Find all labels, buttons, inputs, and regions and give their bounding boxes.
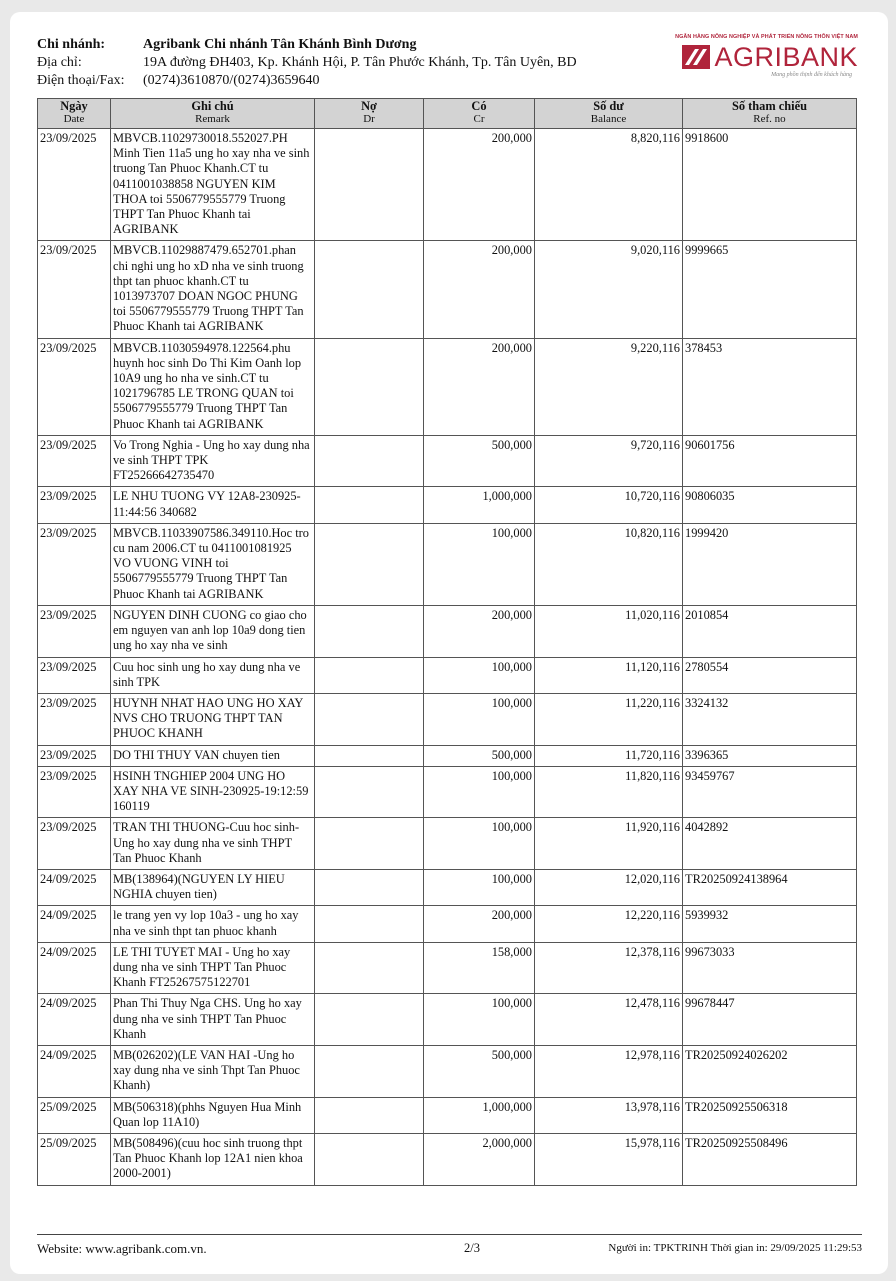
cell-ref: TR20250924138964 bbox=[683, 869, 857, 905]
cell-ref: 90601756 bbox=[683, 435, 857, 487]
cell-ref: 9999665 bbox=[683, 241, 857, 338]
table-row bbox=[38, 523, 857, 605]
cell-date: 23/09/2025 bbox=[38, 657, 111, 693]
address-value: 19A đường ĐH403, Kp. Khánh Hội, P. Tân Phước Khánh, Tp. Tân Uyên, BD bbox=[143, 55, 577, 70]
cell-credit: 200,000 bbox=[424, 338, 535, 435]
cell-credit: 100,000 bbox=[424, 657, 535, 693]
cell-ref: TR20250924026202 bbox=[683, 1045, 857, 1097]
cell-date: 23/09/2025 bbox=[38, 435, 111, 487]
cell-credit: 100,000 bbox=[424, 994, 535, 1046]
cell-debit bbox=[315, 523, 424, 605]
cell-date: 23/09/2025 bbox=[38, 693, 111, 745]
table-row bbox=[38, 745, 857, 766]
column-header-debit: Nợ Dr bbox=[315, 99, 424, 129]
cell-date: 24/09/2025 bbox=[38, 994, 111, 1046]
transaction-table bbox=[37, 98, 857, 1186]
cell-date: 23/09/2025 bbox=[38, 818, 111, 870]
cell-debit bbox=[315, 693, 424, 745]
cell-credit: 200,000 bbox=[424, 906, 535, 942]
cell-date: 23/09/2025 bbox=[38, 129, 111, 241]
cell-debit bbox=[315, 994, 424, 1046]
cell-remark: le trang yen vy lop 10a3 - ung ho xay nha ve sinh thpt tan phuoc khanh bbox=[111, 906, 315, 942]
cell-remark: LE THI TUYET MAI - Ung ho xay dung nha ve sinh THPT Tan Phuoc Khanh FT25267575122701 bbox=[111, 942, 315, 994]
cell-ref: 9918600 bbox=[683, 129, 857, 241]
cell-remark: MBVCB.11029887479.652701.phan chi nghi ung ho xD nha ve sinh truong thpt tan phuoc khanh.CT tu 1013973707 DOAN NGOC PHUNG toi 5506779555779 Truong THPT Tan Phuoc Khanh tai AGRIBANK bbox=[111, 241, 315, 338]
column-header-credit: Có Cr bbox=[424, 99, 535, 129]
cell-ref: 2010854 bbox=[683, 605, 857, 657]
cell-balance: 12,220,116 bbox=[535, 906, 683, 942]
cell-remark: HUYNH NHAT HAO UNG HO XAY NVS CHO TRUONG THPT TAN PHUOC KHANH bbox=[111, 693, 315, 745]
cell-balance: 12,978,116 bbox=[535, 1045, 683, 1097]
branch-header bbox=[37, 36, 577, 90]
cell-date: 23/09/2025 bbox=[38, 745, 111, 766]
cell-debit bbox=[315, 241, 424, 338]
cell-debit bbox=[315, 1097, 424, 1133]
table-row bbox=[38, 487, 857, 523]
cell-credit: 500,000 bbox=[424, 1045, 535, 1097]
cell-date: 23/09/2025 bbox=[38, 487, 111, 523]
cell-credit: 100,000 bbox=[424, 869, 535, 905]
cell-credit: 1,000,000 bbox=[424, 1097, 535, 1133]
cell-date: 24/09/2025 bbox=[38, 906, 111, 942]
cell-balance: 10,720,116 bbox=[535, 487, 683, 523]
logo-name: AGRIBANK bbox=[714, 42, 858, 72]
statement-page bbox=[10, 12, 888, 1274]
cell-debit bbox=[315, 1133, 424, 1185]
cell-remark: HSINH TNGHIEP 2004 UNG HO XAY NHA VE SINH-230925-19:12:59 160119 bbox=[111, 766, 315, 818]
phone-label: Điện thoại/Fax: bbox=[37, 73, 125, 88]
cell-remark: MB(508496)(cuu hoc sinh truong thpt Tan Phuoc Khanh lop 12A1 nien khoa 2000-2001) bbox=[111, 1133, 315, 1185]
table-row bbox=[38, 1133, 857, 1185]
footer-website: Website: www.agribank.com.vn. bbox=[37, 1241, 207, 1256]
table-header bbox=[38, 99, 857, 129]
logo-tagline: NGÂN HÀNG NÔNG NGHIỆP VÀ PHÁT TRIỂN NÔNG THÔN VIỆT NAM bbox=[675, 34, 858, 40]
cell-credit: 200,000 bbox=[424, 605, 535, 657]
cell-remark: NGUYEN DINH CUONG co giao cho em nguyen van anh lop 10a9 dong tien ung ho xay nha ve sinh bbox=[111, 605, 315, 657]
table-row bbox=[38, 338, 857, 435]
cell-credit: 100,000 bbox=[424, 693, 535, 745]
cell-balance: 11,820,116 bbox=[535, 766, 683, 818]
cell-balance: 11,220,116 bbox=[535, 693, 683, 745]
footer-page-number: 2/3 bbox=[464, 1241, 480, 1255]
branch-label: Chi nhánh: bbox=[37, 37, 106, 52]
cell-ref: 3324132 bbox=[683, 693, 857, 745]
cell-remark: TRAN THI THUONG-Cuu hoc sinh-Ung ho xay dung nha ve sinh THPT Tan Phuoc Khanh bbox=[111, 818, 315, 870]
cell-balance: 9,720,116 bbox=[535, 435, 683, 487]
cell-date: 25/09/2025 bbox=[38, 1133, 111, 1185]
cell-date: 25/09/2025 bbox=[38, 1097, 111, 1133]
table-row bbox=[38, 906, 857, 942]
cell-balance: 11,720,116 bbox=[535, 745, 683, 766]
table-row bbox=[38, 241, 857, 338]
table-row bbox=[38, 1045, 857, 1097]
cell-date: 24/09/2025 bbox=[38, 1045, 111, 1097]
cell-credit: 2,000,000 bbox=[424, 1133, 535, 1185]
cell-balance: 13,978,116 bbox=[535, 1097, 683, 1133]
cell-balance: 12,378,116 bbox=[535, 942, 683, 994]
cell-debit bbox=[315, 766, 424, 818]
cell-date: 23/09/2025 bbox=[38, 766, 111, 818]
cell-debit bbox=[315, 435, 424, 487]
cell-date: 24/09/2025 bbox=[38, 869, 111, 905]
cell-remark: Phan Thi Thuy Nga CHS. Ung ho xay dung nha ve sinh THPT Tan Phuoc Khanh bbox=[111, 994, 315, 1046]
cell-credit: 158,000 bbox=[424, 942, 535, 994]
cell-date: 23/09/2025 bbox=[38, 241, 111, 338]
cell-balance: 11,920,116 bbox=[535, 818, 683, 870]
column-header-date: Ngày Date bbox=[38, 99, 111, 129]
cell-date: 23/09/2025 bbox=[38, 338, 111, 435]
cell-debit bbox=[315, 657, 424, 693]
table-row bbox=[38, 605, 857, 657]
column-header-ref: Số tham chiếu Ref. no bbox=[683, 99, 857, 129]
cell-date: 23/09/2025 bbox=[38, 523, 111, 605]
cell-credit: 100,000 bbox=[424, 818, 535, 870]
phone-value: (0274)3610870/(0274)3659640 bbox=[143, 73, 320, 88]
cell-ref: 4042892 bbox=[683, 818, 857, 870]
address-label: Địa chỉ: bbox=[37, 55, 82, 70]
page-footer bbox=[37, 1234, 862, 1256]
cell-balance: 11,020,116 bbox=[535, 605, 683, 657]
cell-remark: MB(506318)(phhs Nguyen Hua Minh Quan lop 11A10) bbox=[111, 1097, 315, 1133]
cell-ref: 1999420 bbox=[683, 523, 857, 605]
table-row bbox=[38, 657, 857, 693]
table-row bbox=[38, 435, 857, 487]
table-row bbox=[38, 1097, 857, 1133]
cell-balance: 15,978,116 bbox=[535, 1133, 683, 1185]
cell-balance: 12,020,116 bbox=[535, 869, 683, 905]
cell-credit: 1,000,000 bbox=[424, 487, 535, 523]
cell-debit bbox=[315, 129, 424, 241]
cell-ref: 99678447 bbox=[683, 994, 857, 1046]
cell-remark: MB(138964)(NGUYEN LY HIEU NGHIA chuyen tien) bbox=[111, 869, 315, 905]
table-row bbox=[38, 994, 857, 1046]
cell-balance: 9,220,116 bbox=[535, 338, 683, 435]
cell-ref: 5939932 bbox=[683, 906, 857, 942]
agribank-emblem-icon bbox=[682, 45, 710, 69]
cell-balance: 10,820,116 bbox=[535, 523, 683, 605]
cell-balance: 8,820,116 bbox=[535, 129, 683, 241]
cell-credit: 100,000 bbox=[424, 766, 535, 818]
cell-ref: 99673033 bbox=[683, 942, 857, 994]
cell-credit: 100,000 bbox=[424, 523, 535, 605]
cell-date: 24/09/2025 bbox=[38, 942, 111, 994]
table-row bbox=[38, 869, 857, 905]
cell-ref: 2780554 bbox=[683, 657, 857, 693]
cell-debit bbox=[315, 487, 424, 523]
logo-slogan: Mang phồn thịnh đến khách hàng bbox=[771, 72, 852, 78]
cell-ref: 378453 bbox=[683, 338, 857, 435]
cell-remark: MBVCB.11033907586.349110.Hoc tro cu nam 2006.CT tu 0411001081925 VO VUONG VINH toi 5506779555779 Truong THPT Tan Phuoc Khanh tai AGRIBANK bbox=[111, 523, 315, 605]
cell-ref: 3396365 bbox=[683, 745, 857, 766]
cell-ref: 93459767 bbox=[683, 766, 857, 818]
cell-debit bbox=[315, 605, 424, 657]
cell-debit bbox=[315, 906, 424, 942]
cell-debit bbox=[315, 942, 424, 994]
cell-remark: DO THI THUY VAN chuyen tien bbox=[111, 745, 315, 766]
cell-credit: 200,000 bbox=[424, 241, 535, 338]
cell-ref: 90806035 bbox=[683, 487, 857, 523]
cell-remark: MB(026202)(LE VAN HAI -Ung ho xay dung nha ve sinh Thpt Tan Phuoc Khanh) bbox=[111, 1045, 315, 1097]
column-header-balance: Số dư Balance bbox=[535, 99, 683, 129]
cell-ref: TR20250925508496 bbox=[683, 1133, 857, 1185]
footer-print-info: Người in: TPKTRINH Thời gian in: 29/09/2025 11:29:53 bbox=[608, 1242, 862, 1254]
cell-debit bbox=[315, 818, 424, 870]
table-row bbox=[38, 766, 857, 818]
cell-credit: 500,000 bbox=[424, 435, 535, 487]
cell-debit bbox=[315, 869, 424, 905]
cell-debit bbox=[315, 745, 424, 766]
cell-ref: TR20250925506318 bbox=[683, 1097, 857, 1133]
table-row bbox=[38, 942, 857, 994]
cell-remark: LE NHU TUONG VY 12A8-230925-11:44:56 340682 bbox=[111, 487, 315, 523]
cell-remark: MBVCB.11030594978.122564.phu huynh hoc sinh Do Thi Kim Oanh lop 10A9 ung ho nha ve sinh.CT tu 1021796785 LE TRONG QUAN toi 5506779555779 Truong THPT Tan Phuoc Khanh tai AGRIBANK bbox=[111, 338, 315, 435]
cell-credit: 200,000 bbox=[424, 129, 535, 241]
cell-debit bbox=[315, 1045, 424, 1097]
cell-remark: Cuu hoc sinh ung ho xay dung nha ve sinh TPK bbox=[111, 657, 315, 693]
table-row bbox=[38, 129, 857, 241]
agribank-logo bbox=[668, 34, 858, 78]
cell-remark: Vo Trong Nghia - Ung ho xay dung nha ve sinh THPT TPK FT25266642735470 bbox=[111, 435, 315, 487]
cell-debit bbox=[315, 338, 424, 435]
cell-credit: 500,000 bbox=[424, 745, 535, 766]
branch-value: Agribank Chi nhánh Tân Khánh Bình Dương bbox=[143, 37, 417, 52]
table-row bbox=[38, 818, 857, 870]
cell-balance: 11,120,116 bbox=[535, 657, 683, 693]
cell-balance: 9,020,116 bbox=[535, 241, 683, 338]
table-row bbox=[38, 693, 857, 745]
column-header-remark: Ghi chú Remark bbox=[111, 99, 315, 129]
cell-date: 23/09/2025 bbox=[38, 605, 111, 657]
cell-remark: MBVCB.11029730018.552027.PH Minh Tien 11a5 ung ho xay nha ve sinh truong Tan Phuoc Khanh.CT tu 0411001038858 NGUYEN KIM THOA toi 5506779555779 Truong THPT Tan Phuoc Khanh tai AGRIBANK bbox=[111, 129, 315, 241]
cell-balance: 12,478,116 bbox=[535, 994, 683, 1046]
